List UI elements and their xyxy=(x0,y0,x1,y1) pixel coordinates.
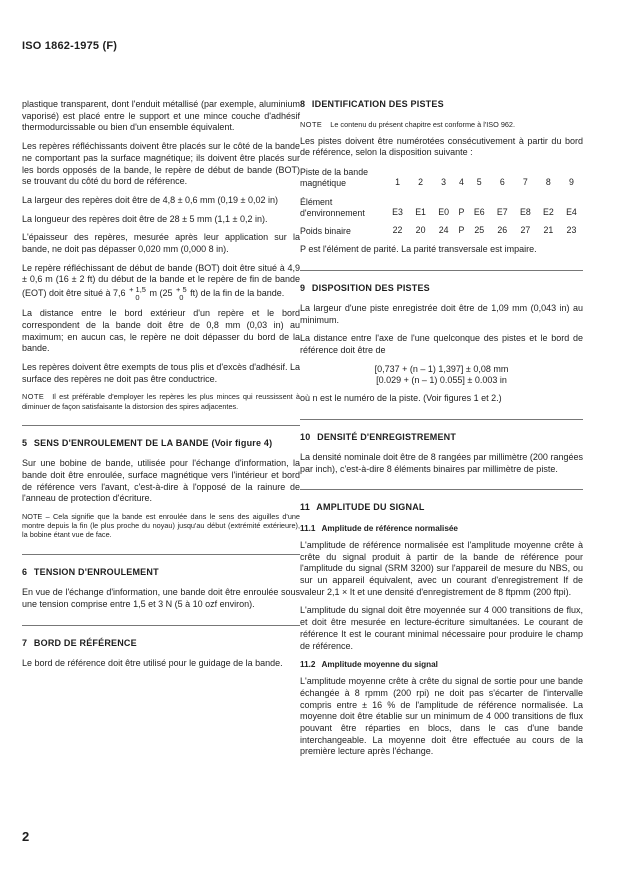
paragraph: Les pistes doivent être numérotées consécutivement à partir du bord de référence, selon la disposition suivante : xyxy=(300,135,583,158)
tolerance-lower: 0 xyxy=(179,292,184,302)
text-fragment: m (25 xyxy=(149,288,173,299)
subsection-heading-11-1 xyxy=(300,523,583,534)
paragraph: Sur une bobine de bande, utilisée pour l'échange d'information, la bande doit être enroulée, surface magnétique vers l'intérieur et bord de référence vers l'avant, c'est-à-dire à l'opposé de la rainure de l'anneau de protection d'écriture. xyxy=(22,458,300,504)
section-divider xyxy=(300,270,583,271)
paragraph: La densité nominale doit être de 8 rangées par millimètre (200 rangées par inch), c'est-à-dire 8 éléments binaires par millimètre de piste. xyxy=(300,452,583,474)
paragraph: La distance entre le bord extérieur d'un repère et le bord correspondent de la bande doit être de 0,8 mm (0,03 in) au maximum; en aucun cas, le repère ne doit dépasser du bord de la bande. xyxy=(22,308,300,354)
table-cell: E4 xyxy=(566,207,577,218)
section-title: DISPOSITION DES PISTES xyxy=(311,282,430,293)
table-row xyxy=(300,166,583,190)
tolerance-fraction xyxy=(129,286,146,301)
subsection-heading-11-2 xyxy=(300,659,583,670)
paragraph: L'amplitude du signal doit être moyennée sur 4 000 transitions de flux, et doit être mesurée en lecture-écriture simultanées. Le courant de référence It est le courant minimal nécessaire pour produire le champ de référence. xyxy=(300,605,583,651)
section-title: IDENTIFICATION DES PISTES xyxy=(311,99,444,109)
table-cell: 6 xyxy=(499,177,505,188)
note-tag: NOTE xyxy=(300,119,323,129)
section-title: DENSITÉ D'ENREGISTREMENT xyxy=(317,431,457,442)
table-cell: E7 xyxy=(496,207,508,218)
note xyxy=(22,392,300,410)
paragraph: L'amplitude de référence normalisée est l'amplitude moyenne crête à crête du signal produit à partir de la bande de référence pour l'amplitude du signal (SRM 3200) sur l'appareil de mesure du NBS, ou sur un appareil équivalent, avec un courant d'enregistrement If de valeur 2,1 × It et une densité d'enregistrement de 8 ftpmm (200 ftpi). xyxy=(300,539,583,597)
paragraph: où n est le numéro de la piste. (Voir figures 1 et 2.) xyxy=(300,392,502,403)
section-number: 6 xyxy=(22,566,28,577)
section-heading-11 xyxy=(300,502,583,514)
section-number: 8 xyxy=(300,99,306,109)
section-number: 7 xyxy=(22,637,28,648)
section-title: AMPLITUDE DU SIGNAL xyxy=(316,502,425,513)
section-divider xyxy=(300,489,583,490)
section-title: BORD DE RÉFÉRENCE xyxy=(33,637,137,648)
table-cell: 27 xyxy=(520,225,531,236)
paragraph: Les repères réfléchissants doivent être placés sur le côté de la bande ne comportant pas la surface magnétique; ils doivent être placés sur les bords opposés de la bande, le repère de début de bande (BOT) se trouvant du côté du bord de référence. xyxy=(22,141,300,187)
subsection-number: 11.2 xyxy=(300,660,316,670)
table-cell: 20 xyxy=(415,225,426,236)
subsection-title: Amplitude de référence normalisée xyxy=(321,523,458,533)
section-heading-7 xyxy=(22,638,300,650)
tolerance-upper: + 1,5 xyxy=(129,285,146,295)
table-cell: 26 xyxy=(497,225,508,236)
table-cell: 3 xyxy=(441,177,447,188)
row-label xyxy=(300,166,386,190)
table-cell: E6 xyxy=(473,207,485,218)
row-label-line: magnétique xyxy=(300,178,346,189)
page-number: 2 xyxy=(22,829,30,844)
paragraph: La longueur des repères doit être de 28 ± 5 mm (1,1 ± 0,2 in). xyxy=(22,213,268,224)
row-label-line: Élément xyxy=(300,197,333,208)
subsection-title: Amplitude moyenne du signal xyxy=(321,660,438,670)
subsection-number: 11.1 xyxy=(300,523,316,533)
paragraph: P est l'élément de parité. La parité transversale est impaire. xyxy=(300,243,537,254)
table-row xyxy=(300,220,583,238)
paragraph: Les repères doivent être exempts de tous plis et d'excès d'adhésif. La surface des repères ne doit pas être conductrice. xyxy=(22,361,300,384)
section-divider xyxy=(22,554,300,555)
section-number: 10 xyxy=(300,431,311,442)
table-cell: P xyxy=(458,225,465,236)
table-cell: 5 xyxy=(476,177,482,188)
section-heading-9 xyxy=(300,283,583,295)
tolerance-lower: 0 xyxy=(135,292,140,302)
table-cell: E2 xyxy=(543,207,554,218)
section-number: 9 xyxy=(300,282,306,293)
paragraph: plastique transparent, dont l'enduit métallisé (par exemple, aluminium vaporisé) est placé entre le support et une mince couche d'adhésif thermodurcissable ou bien d'un ensemble équivalent. xyxy=(22,99,300,133)
paragraph-marker-position xyxy=(22,263,300,301)
paragraph: L'amplitude moyenne crête à crête du signal de sortie pour une bande échangée à 8 rpmm (200 rpi) ne doit pas s'écarter de l'intervalle compris entre ± 16 % de l'amplitude de référence normalisée. La moyenne doit être établie sur un minimum de 4 000 transitions de flux pouvant être réparties en blocs, dans le cas d'une bande interchangeable. La moyenne doit être effectuée au cours de la première lecture après l'échange. xyxy=(300,676,583,757)
section-heading-6 xyxy=(22,567,300,579)
table-cell: E8 xyxy=(519,207,531,218)
section-divider xyxy=(300,419,583,420)
paragraph: Le bord de référence doit être utilisé pour le guidage de la bande. xyxy=(22,658,283,669)
paragraph: En vue de l'échange d'information, une bande doit être enroulée sous une tension comprise entre 1,5 et 3 N (5 à 10 ozf environ). xyxy=(22,587,300,609)
table-cell: 9 xyxy=(569,177,574,188)
row-label-line: d'environnement xyxy=(300,208,365,219)
tolerance-fraction xyxy=(176,286,187,301)
note xyxy=(300,120,583,129)
note-text: Le contenu du présent chapitre est conforme à l'ISO 962. xyxy=(330,119,516,129)
table-cell: 23 xyxy=(566,225,577,236)
note-text: Il est préférable d'employer les repères les plus minces qui reussissent à diminuer de façon satisfaisante la distorsion des spires adjacentes. xyxy=(22,392,300,411)
section-title: SENS D'ENROULEMENT DE LA BANDE (Voir figure 4) xyxy=(33,437,273,448)
table-cell: 7 xyxy=(522,177,528,188)
table-cell: 21 xyxy=(543,225,554,236)
table-cell: E0 xyxy=(438,207,449,218)
table-cell: E1 xyxy=(415,207,426,218)
table-cell: 1 xyxy=(395,177,400,188)
section-number: 11 xyxy=(300,502,310,513)
section-title: TENSION D'ENROULEMENT xyxy=(33,566,159,577)
section-heading-5 xyxy=(22,438,300,450)
table-row xyxy=(300,190,583,220)
table-cell: P xyxy=(458,207,465,218)
section-divider xyxy=(22,425,300,426)
note-tag: NOTE xyxy=(22,392,45,402)
paragraph: La distance entre l'axe de l'une quelconque des pistes et le bord de référence doit être de xyxy=(300,333,583,356)
table-cell: 22 xyxy=(392,225,403,236)
left-column xyxy=(22,99,300,677)
section-divider xyxy=(22,625,300,626)
paragraph: La largeur d'une piste enregistrée doit être de 1,09 mm (0,043 in) au minimum. xyxy=(300,303,583,325)
table-cell: 24 xyxy=(438,225,449,236)
row-label xyxy=(300,190,386,220)
table-cell: 8 xyxy=(545,177,551,188)
table-cell: E3 xyxy=(392,207,403,218)
table-cell: 2 xyxy=(418,177,424,188)
right-column xyxy=(300,99,583,765)
tolerance-upper: + 5 xyxy=(176,285,187,295)
section-number: 5 xyxy=(22,437,28,448)
row-label-line: Piste de la bande xyxy=(300,167,368,178)
table-cell: 4 xyxy=(458,177,464,188)
note: NOTE – Cela signifie que la bande est enroulée dans le sens des aiguilles d'une montre depuis la fin (le plus proche du noyau) jusqu'au début (extrémité extérieure), la bobine étant vue de face. xyxy=(22,512,300,540)
formula-line: [0,737 + (n – 1) 1,397] ± 0,08 mm xyxy=(374,363,509,374)
paragraph: La largeur des repères doit être de 4,8 ± 0,6 mm (0,19 ± 0,02 in) xyxy=(22,194,279,205)
row-label: Poids binaire xyxy=(300,225,351,236)
document-header: ISO 1862-1975 (F) xyxy=(22,40,118,52)
paragraph: L'épaisseur des repères, mesurée après leur application sur la bande, ne doit pas dépasser 0,020 mm (0,000 8 in). xyxy=(22,232,300,255)
table-cell: 25 xyxy=(474,225,485,236)
text-fragment: Le repère réfléchissant de début de bande (BOT) doit être situé à 4,9 ± 0,6 m (16 ± 2 ft) du début de la bande et le repère de fin de bande (EOT) doit être situé à 7,6 xyxy=(22,262,300,299)
track-table xyxy=(300,166,583,238)
section-heading-10 xyxy=(300,432,583,444)
formula xyxy=(300,364,583,387)
section-heading-8 xyxy=(300,99,583,111)
text-fragment: ft) de la fin de la bande. xyxy=(190,288,285,299)
formula-line: [0.029 + (n – 1) 0.055] ± 0.003 in xyxy=(376,375,507,386)
